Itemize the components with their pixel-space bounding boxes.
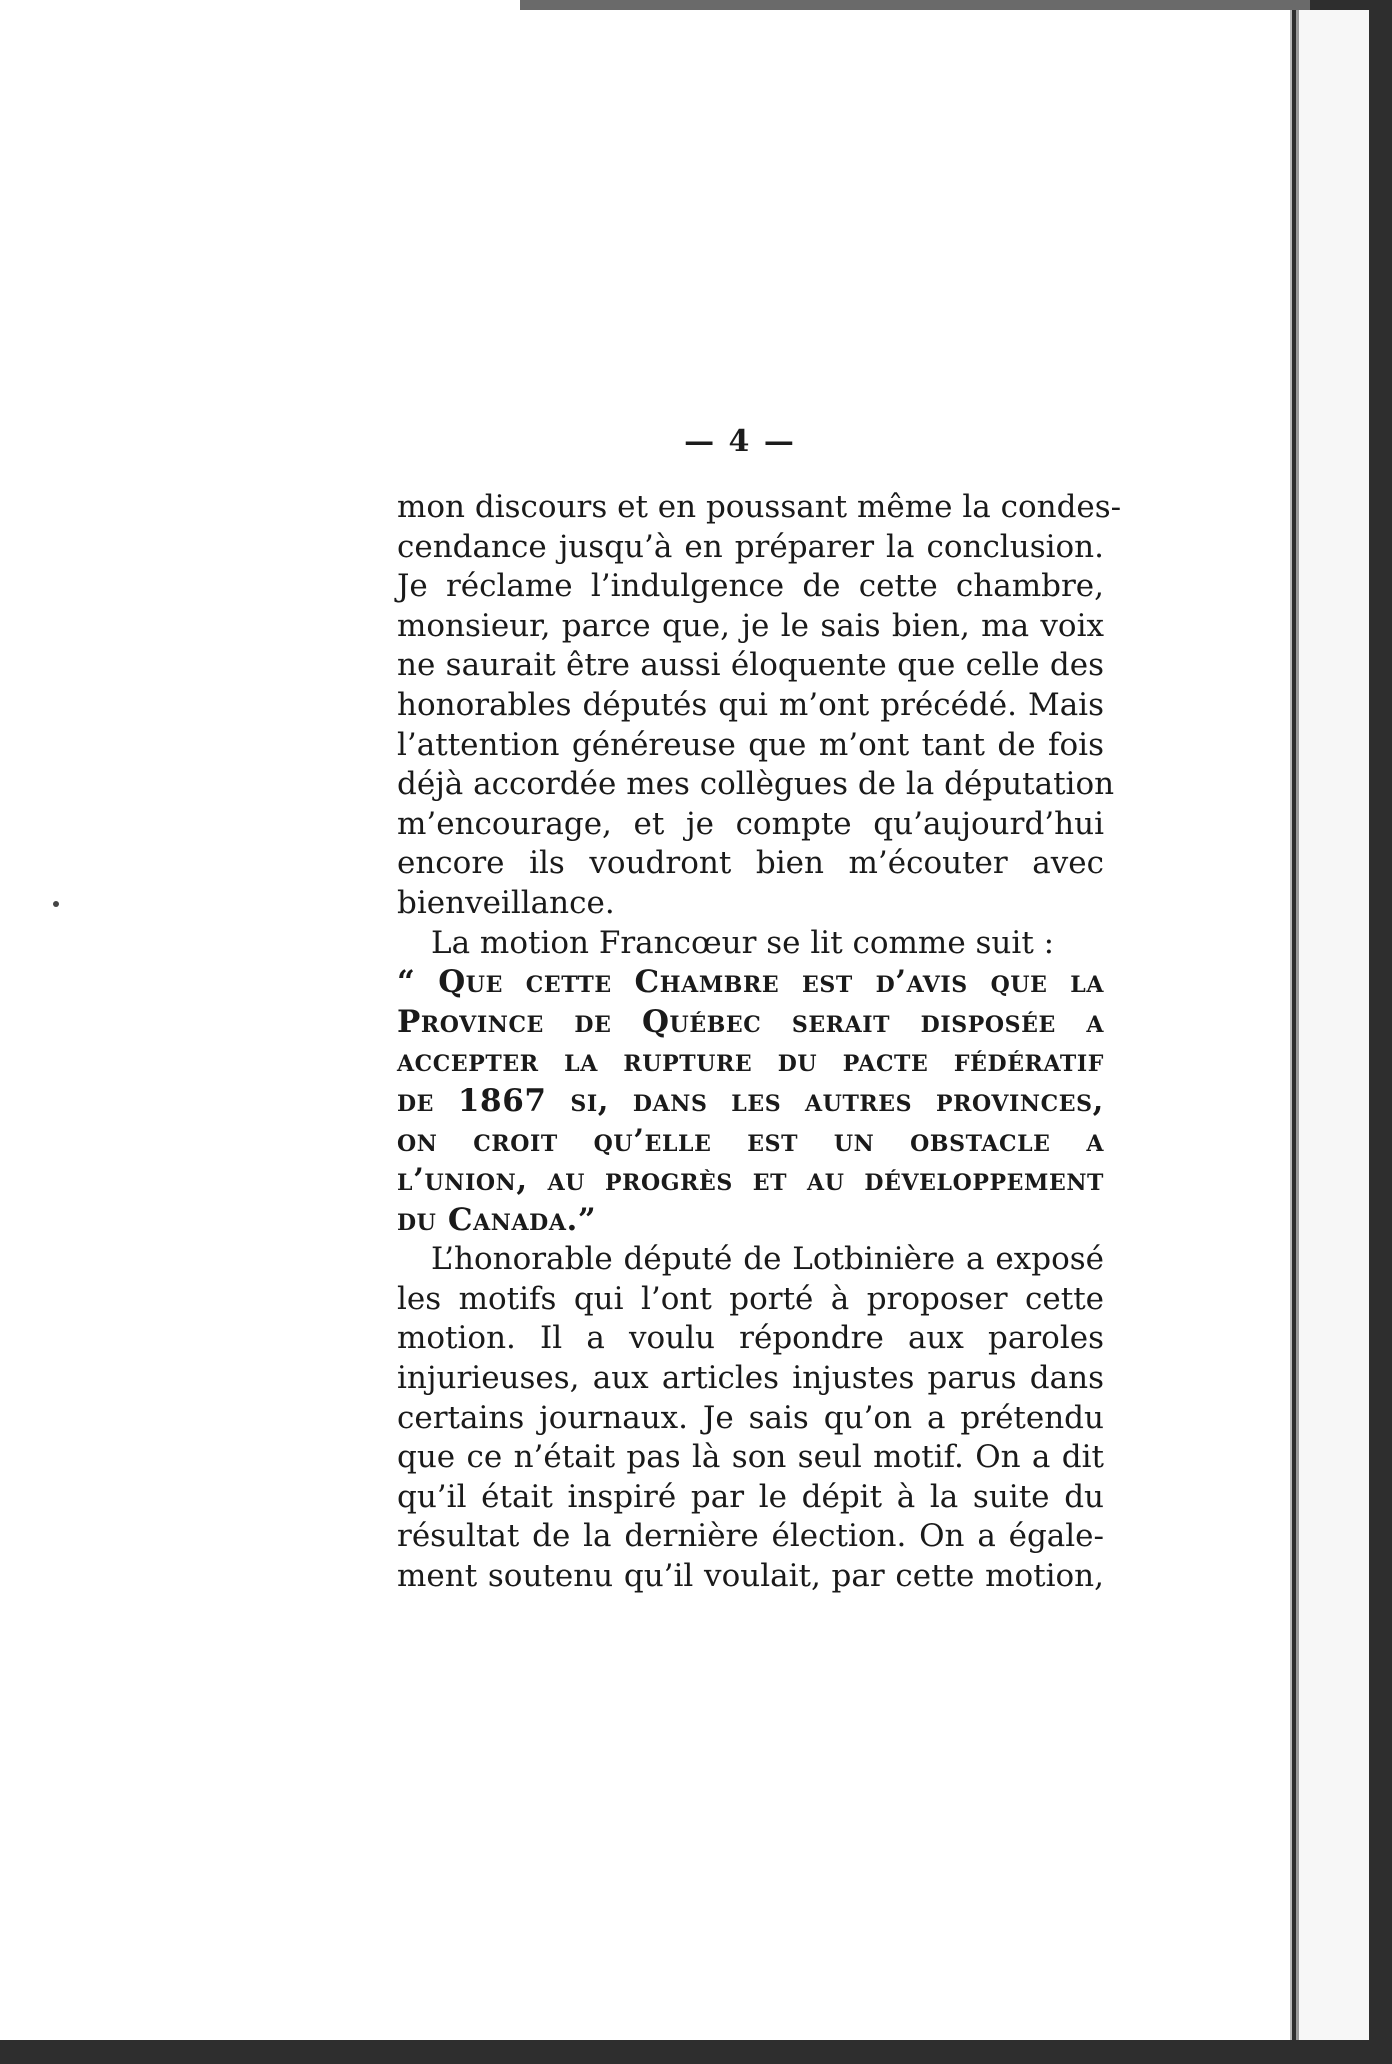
text-line: encore ils voudront bien m’écouter avec bbox=[397, 845, 1104, 882]
scan-speck bbox=[53, 901, 59, 907]
facing-page-edge bbox=[1296, 10, 1369, 2040]
text-line: cendance jusqu’à en préparer la conclusion. bbox=[397, 528, 1104, 565]
text-line: honorables députés qui m’ont précédé. Mais bbox=[397, 686, 1104, 723]
motion-quote-line: l’union, au progrès et au développement bbox=[397, 1162, 1104, 1199]
text-line: certains journaux. Je sais qu’on a prétendu bbox=[397, 1399, 1104, 1436]
text-line: monsieur, parce que, je le sais bien, ma voix bbox=[397, 607, 1104, 644]
motion-quote-line: Province de Québec serait disposée a bbox=[397, 1003, 1104, 1040]
text-line: déjà accordée mes collègues de la députation bbox=[397, 766, 1115, 803]
motion-quote-line: accepter la rupture du pacte fédératif bbox=[397, 1043, 1104, 1080]
text-line: ment soutenu qu’il voulait, par cette motion, bbox=[397, 1558, 1104, 1595]
text-line: L’honorable député de Lotbinière a exposé bbox=[431, 1241, 1104, 1278]
text-line: motion. Il a voulu répondre aux paroles bbox=[397, 1320, 1104, 1357]
text-line: La motion Francœur se lit comme suit : bbox=[431, 924, 1055, 961]
motion-quote-line: on croit qu’elle est un obstacle a bbox=[397, 1122, 1104, 1159]
text-line: m’encourage, et je compte qu’aujourd’hui bbox=[397, 805, 1104, 842]
text-line: injurieuses, aux articles injustes parus dans bbox=[397, 1360, 1104, 1397]
text-line: ne saurait être aussi éloquente que celle des bbox=[397, 647, 1104, 684]
text-line: que ce n’était pas là son seul motif. On a dit bbox=[397, 1439, 1104, 1476]
text-line: bienveillance. bbox=[397, 884, 615, 921]
text-line: l’attention généreuse que m’ont tant de fois bbox=[397, 726, 1104, 763]
text-line: Je réclame l’indulgence de cette chambre, bbox=[397, 568, 1104, 605]
text-line: les motifs qui l’ont porté à proposer cette bbox=[397, 1280, 1104, 1317]
motion-quote-line: du Canada.” bbox=[397, 1201, 597, 1238]
text-line: résultat de la dernière élection. On a égale- bbox=[397, 1518, 1104, 1555]
motion-quote-line: “ Que cette Chambre est d’avis que la bbox=[397, 964, 1104, 1001]
text-line: qu’il était inspiré par le dépit à la suite du bbox=[397, 1478, 1104, 1515]
text-line: mon discours et en poussant même la condes- bbox=[397, 489, 1122, 525]
motion-quote-line: de 1867 si, dans les autres provinces, bbox=[397, 1082, 1104, 1119]
page-top-shadow bbox=[520, 0, 1310, 10]
body-text bbox=[397, 488, 1122, 1597]
page-number: — 4 — bbox=[684, 424, 796, 459]
